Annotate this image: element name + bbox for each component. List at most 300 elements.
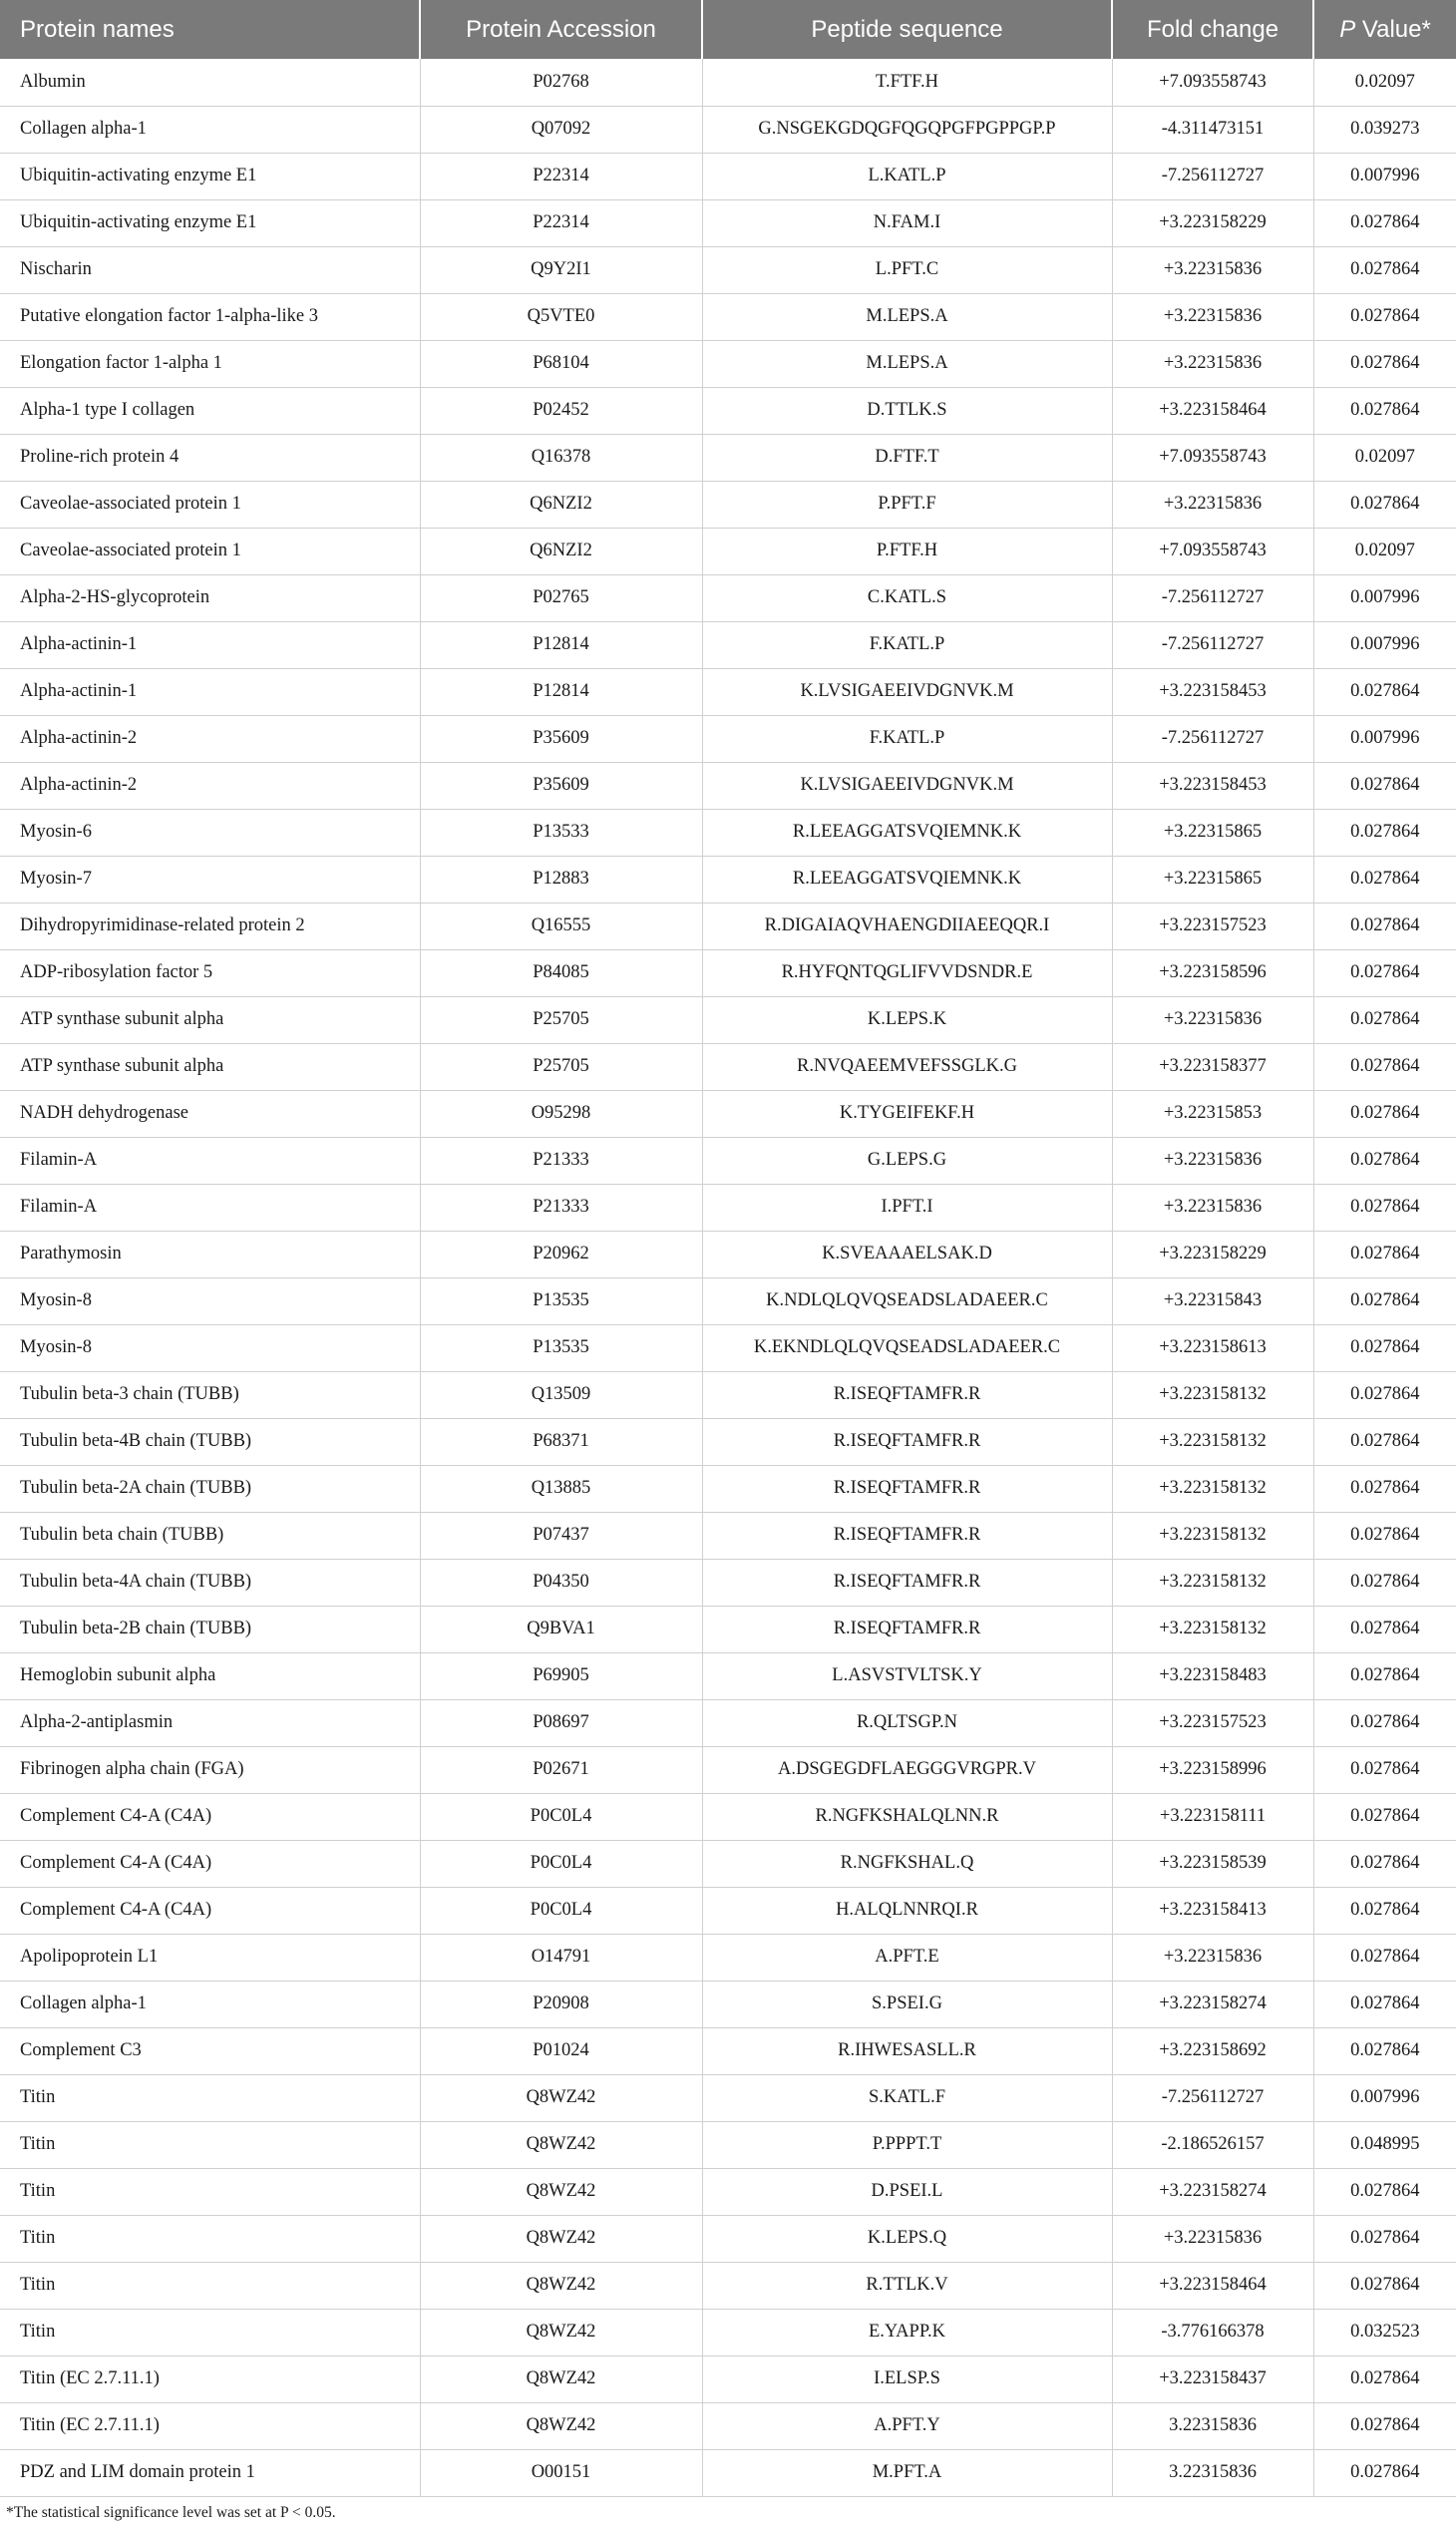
table-row — [0, 1371, 1456, 1418]
fold-change-cell: +3.22315836 — [1112, 1934, 1313, 1981]
p-value-cell: 0.02097 — [1313, 528, 1456, 574]
protein-name-cell: Complement C4-A (C4A) — [0, 1840, 420, 1887]
peptide-sequence-cell: R.ISEQFTAMFR.R — [702, 1418, 1112, 1465]
fold-change-cell: +3.223157523 — [1112, 1699, 1313, 1746]
accession-cell: P84085 — [420, 949, 702, 996]
fold-change-cell: +3.22315836 — [1112, 481, 1313, 528]
protein-name-cell: Alpha-1 type I collagen — [0, 387, 420, 434]
table-footnote: *The statistical significance level was set at P < 0.05. — [6, 2504, 336, 2521]
accession-cell: P21333 — [420, 1137, 702, 1184]
protein-name-cell: PDZ and LIM domain protein 1 — [0, 2449, 420, 2496]
p-value-cell: 0.027864 — [1313, 1184, 1456, 1231]
protein-name-cell: Titin — [0, 2215, 420, 2262]
p-value-cell: 0.048995 — [1313, 2121, 1456, 2168]
protein-name-cell: Tubulin beta-4A chain (TUBB) — [0, 1559, 420, 1606]
peptide-sequence-cell: F.KATL.P — [702, 621, 1112, 668]
table-row — [0, 1699, 1456, 1746]
accession-cell: P35609 — [420, 715, 702, 762]
table-row — [0, 1512, 1456, 1559]
fold-change-cell: +3.22315836 — [1112, 2215, 1313, 2262]
fold-change-cell: +3.22315865 — [1112, 856, 1313, 903]
header-p-value-italic: P — [1339, 15, 1356, 43]
protein-name-cell: Caveolae-associated protein 1 — [0, 481, 420, 528]
fold-change-cell: -3.776166378 — [1112, 2309, 1313, 2355]
accession-cell: Q8WZ42 — [420, 2355, 702, 2402]
fold-change-cell: -7.256112727 — [1112, 574, 1313, 621]
fold-change-cell: +3.223158613 — [1112, 1324, 1313, 1371]
peptide-sequence-cell: R.IHWESASLL.R — [702, 2027, 1112, 2074]
protein-name-cell: Myosin-8 — [0, 1277, 420, 1324]
fold-change-cell: +3.223158453 — [1112, 668, 1313, 715]
peptide-sequence-cell: P.PPPT.T — [702, 2121, 1112, 2168]
p-value-cell: 0.007996 — [1313, 574, 1456, 621]
accession-cell: Q8WZ42 — [420, 2168, 702, 2215]
table-row — [0, 903, 1456, 949]
fold-change-cell: +3.223158229 — [1112, 1231, 1313, 1277]
accession-cell: P68104 — [420, 340, 702, 387]
p-value-cell: 0.027864 — [1313, 246, 1456, 293]
fold-change-cell: +3.223158132 — [1112, 1512, 1313, 1559]
peptide-sequence-cell: R.ISEQFTAMFR.R — [702, 1371, 1112, 1418]
protein-name-cell: Alpha-actinin-2 — [0, 715, 420, 762]
table-row — [0, 2215, 1456, 2262]
protein-name-cell: Ubiquitin-activating enzyme E1 — [0, 199, 420, 246]
protein-name-cell: Tubulin beta-3 chain (TUBB) — [0, 1371, 420, 1418]
table-row — [0, 2355, 1456, 2402]
peptide-sequence-cell: R.LEEAGGATSVQIEMNK.K — [702, 809, 1112, 856]
p-value-cell: 0.027864 — [1313, 1934, 1456, 1981]
protein-name-cell: NADH dehydrogenase — [0, 1090, 420, 1137]
table-row — [0, 293, 1456, 340]
peptide-sequence-cell: R.QLTSGP.N — [702, 1699, 1112, 1746]
fold-change-cell: +3.223158996 — [1112, 1746, 1313, 1793]
accession-cell: P13535 — [420, 1324, 702, 1371]
accession-cell: P25705 — [420, 996, 702, 1043]
p-value-cell: 0.032523 — [1313, 2309, 1456, 2355]
table-row — [0, 1981, 1456, 2027]
peptide-sequence-cell: G.NSGEKGDQGFQGQPGFPGPPGP.P — [702, 106, 1112, 153]
table-row — [0, 528, 1456, 574]
peptide-sequence-cell: P.FTF.H — [702, 528, 1112, 574]
p-value-cell: 0.02097 — [1313, 434, 1456, 481]
protein-name-cell: Nischarin — [0, 246, 420, 293]
table-row — [0, 1137, 1456, 1184]
protein-name-cell: Ubiquitin-activating enzyme E1 — [0, 153, 420, 199]
protein-name-cell: Titin — [0, 2262, 420, 2309]
table-row — [0, 1184, 1456, 1231]
protein-name-cell: Titin — [0, 2168, 420, 2215]
fold-change-cell: -7.256112727 — [1112, 621, 1313, 668]
table-row — [0, 387, 1456, 434]
table-row — [0, 59, 1456, 106]
table-row — [0, 1090, 1456, 1137]
fold-change-cell: +3.223158274 — [1112, 2168, 1313, 2215]
table-row — [0, 809, 1456, 856]
fold-change-cell: +3.223158132 — [1112, 1418, 1313, 1465]
fold-change-cell: +3.223158132 — [1112, 1371, 1313, 1418]
p-value-cell: 0.027864 — [1313, 481, 1456, 528]
accession-cell: P20908 — [420, 1981, 702, 2027]
accession-cell: P0C0L4 — [420, 1793, 702, 1840]
header-fold-change: Fold change — [1112, 0, 1313, 59]
accession-cell: P04350 — [420, 1559, 702, 1606]
table-row — [0, 1465, 1456, 1512]
table-row — [0, 949, 1456, 996]
fold-change-cell: +7.093558743 — [1112, 59, 1313, 106]
peptide-sequence-cell: L.KATL.P — [702, 153, 1112, 199]
protein-name-cell: Fibrinogen alpha chain (FGA) — [0, 1746, 420, 1793]
p-value-cell: 0.02097 — [1313, 59, 1456, 106]
accession-cell: Q16555 — [420, 903, 702, 949]
protein-name-cell: Myosin-7 — [0, 856, 420, 903]
p-value-cell: 0.027864 — [1313, 2215, 1456, 2262]
p-value-cell: 0.027864 — [1313, 2027, 1456, 2074]
fold-change-cell: +3.223158132 — [1112, 1606, 1313, 1652]
header-peptide-sequence: Peptide sequence — [702, 0, 1112, 59]
table-row — [0, 668, 1456, 715]
peptide-sequence-cell: T.FTF.H — [702, 59, 1112, 106]
accession-cell: Q8WZ42 — [420, 2215, 702, 2262]
accession-cell: P01024 — [420, 2027, 702, 2074]
peptide-sequence-cell: R.NVQAEEMVEFSSGLK.G — [702, 1043, 1112, 1090]
accession-cell: Q16378 — [420, 434, 702, 481]
header-protein-names: Protein names — [0, 0, 420, 59]
protein-name-cell: Alpha-2-antiplasmin — [0, 1699, 420, 1746]
accession-cell: O95298 — [420, 1090, 702, 1137]
p-value-cell: 0.027864 — [1313, 762, 1456, 809]
accession-cell: Q9Y2I1 — [420, 246, 702, 293]
fold-change-cell: +3.22315836 — [1112, 293, 1313, 340]
p-value-cell: 0.027864 — [1313, 2262, 1456, 2309]
p-value-cell: 0.039273 — [1313, 106, 1456, 153]
fold-change-cell: +3.223158453 — [1112, 762, 1313, 809]
p-value-cell: 0.027864 — [1313, 1137, 1456, 1184]
table-row — [0, 856, 1456, 903]
peptide-sequence-cell: S.PSEI.G — [702, 1981, 1112, 2027]
protein-name-cell: Hemoglobin subunit alpha — [0, 1652, 420, 1699]
header-p-value-rest: Value* — [1355, 15, 1431, 43]
accession-cell: P21333 — [420, 1184, 702, 1231]
accession-cell: P22314 — [420, 153, 702, 199]
p-value-cell: 0.007996 — [1313, 621, 1456, 668]
table-row — [0, 1887, 1456, 1934]
protein-name-cell: ATP synthase subunit alpha — [0, 996, 420, 1043]
table-row — [0, 481, 1456, 528]
p-value-cell: 0.027864 — [1313, 1512, 1456, 1559]
peptide-sequence-cell: R.NGFKSHALQLNN.R — [702, 1793, 1112, 1840]
p-value-cell: 0.027864 — [1313, 199, 1456, 246]
peptide-sequence-cell: R.LEEAGGATSVQIEMNK.K — [702, 856, 1112, 903]
p-value-cell: 0.027864 — [1313, 1231, 1456, 1277]
protein-name-cell: Myosin-6 — [0, 809, 420, 856]
peptide-sequence-cell: R.HYFQNTQGLIFVVDSNDR.E — [702, 949, 1112, 996]
p-value-cell: 0.027864 — [1313, 856, 1456, 903]
protein-name-cell: Apolipoprotein L1 — [0, 1934, 420, 1981]
fold-change-cell: +3.223158377 — [1112, 1043, 1313, 1090]
table-row — [0, 153, 1456, 199]
protein-name-cell: Proline-rich protein 4 — [0, 434, 420, 481]
accession-cell: Q8WZ42 — [420, 2074, 702, 2121]
peptide-sequence-cell: P.PFT.F — [702, 481, 1112, 528]
protein-name-cell: ATP synthase subunit alpha — [0, 1043, 420, 1090]
peptide-sequence-cell: K.NDLQLQVQSEADSLADAEER.C — [702, 1277, 1112, 1324]
fold-change-cell: +3.22315836 — [1112, 1137, 1313, 1184]
fold-change-cell: +3.223158437 — [1112, 2355, 1313, 2402]
accession-cell: P12883 — [420, 856, 702, 903]
peptide-sequence-cell: L.PFT.C — [702, 246, 1112, 293]
p-value-cell: 0.027864 — [1313, 387, 1456, 434]
fold-change-cell: +3.223158274 — [1112, 1981, 1313, 2027]
peptide-sequence-cell: K.LEPS.K — [702, 996, 1112, 1043]
table-row — [0, 715, 1456, 762]
peptide-sequence-cell: S.KATL.F — [702, 2074, 1112, 2121]
p-value-cell: 0.027864 — [1313, 1371, 1456, 1418]
p-value-cell: 0.027864 — [1313, 1981, 1456, 2027]
table-row — [0, 996, 1456, 1043]
p-value-cell: 0.027864 — [1313, 2168, 1456, 2215]
p-value-cell: 0.027864 — [1313, 1793, 1456, 1840]
table-row — [0, 340, 1456, 387]
accession-cell: P02765 — [420, 574, 702, 621]
peptide-sequence-cell: K.EKNDLQLQVQSEADSLADAEER.C — [702, 1324, 1112, 1371]
accession-cell: O14791 — [420, 1934, 702, 1981]
accession-cell: P69905 — [420, 1652, 702, 1699]
protein-name-cell: Alpha-actinin-2 — [0, 762, 420, 809]
peptide-sequence-cell: G.LEPS.G — [702, 1137, 1112, 1184]
protein-name-cell: Filamin-A — [0, 1184, 420, 1231]
peptide-sequence-cell: L.ASVSTVLTSK.Y — [702, 1652, 1112, 1699]
table-row — [0, 1043, 1456, 1090]
peptide-sequence-cell: M.PFT.A — [702, 2449, 1112, 2496]
protein-name-cell: Putative elongation factor 1-alpha-like 3 — [0, 293, 420, 340]
table-row — [0, 2309, 1456, 2355]
protein-name-cell: Parathymosin — [0, 1231, 420, 1277]
p-value-cell: 0.027864 — [1313, 1090, 1456, 1137]
accession-cell: P07437 — [420, 1512, 702, 1559]
accession-cell: Q13509 — [420, 1371, 702, 1418]
p-value-cell: 0.027864 — [1313, 2449, 1456, 2496]
protein-name-cell: Complement C4-A (C4A) — [0, 1793, 420, 1840]
accession-cell: P68371 — [420, 1418, 702, 1465]
accession-cell: P0C0L4 — [420, 1840, 702, 1887]
protein-name-cell: Complement C3 — [0, 2027, 420, 2074]
table-row — [0, 762, 1456, 809]
peptide-sequence-cell: E.YAPP.K — [702, 2309, 1112, 2355]
fold-change-cell: +3.223158111 — [1112, 1793, 1313, 1840]
fold-change-cell: -4.311473151 — [1112, 106, 1313, 153]
protein-name-cell: Myosin-8 — [0, 1324, 420, 1371]
table-row — [0, 621, 1456, 668]
p-value-cell: 0.007996 — [1313, 715, 1456, 762]
p-value-cell: 0.027864 — [1313, 340, 1456, 387]
protein-name-cell: Alpha-actinin-1 — [0, 621, 420, 668]
p-value-cell: 0.027864 — [1313, 1699, 1456, 1746]
protein-name-cell: Titin — [0, 2309, 420, 2355]
protein-name-cell: Elongation factor 1-alpha 1 — [0, 340, 420, 387]
header-row — [0, 0, 1456, 59]
accession-cell: P08697 — [420, 1699, 702, 1746]
accession-cell: P02671 — [420, 1746, 702, 1793]
accession-cell: P13535 — [420, 1277, 702, 1324]
p-value-cell: 0.027864 — [1313, 1840, 1456, 1887]
fold-change-cell: +3.22315836 — [1112, 1184, 1313, 1231]
fold-change-cell: +3.223158413 — [1112, 1887, 1313, 1934]
table-header — [0, 0, 1456, 59]
accession-cell: Q8WZ42 — [420, 2121, 702, 2168]
fold-change-cell: +3.22315853 — [1112, 1090, 1313, 1137]
accession-cell: P0C0L4 — [420, 1887, 702, 1934]
peptide-sequence-cell: A.PFT.E — [702, 1934, 1112, 1981]
table-row — [0, 106, 1456, 153]
table-row — [0, 199, 1456, 246]
protein-name-cell: Tubulin beta chain (TUBB) — [0, 1512, 420, 1559]
peptide-sequence-cell: K.LVSIGAEEIVDGNVK.M — [702, 668, 1112, 715]
protein-name-cell: ADP-ribosylation factor 5 — [0, 949, 420, 996]
fold-change-cell: 3.22315836 — [1112, 2449, 1313, 2496]
fold-change-cell: +3.22315836 — [1112, 340, 1313, 387]
header-p-value — [1313, 0, 1456, 59]
p-value-cell: 0.027864 — [1313, 1465, 1456, 1512]
p-value-cell: 0.027864 — [1313, 1324, 1456, 1371]
fold-change-cell: -2.186526157 — [1112, 2121, 1313, 2168]
fold-change-cell: +3.22315836 — [1112, 996, 1313, 1043]
accession-cell: Q07092 — [420, 106, 702, 153]
p-value-cell: 0.027864 — [1313, 1559, 1456, 1606]
peptide-sequence-cell: K.LVSIGAEEIVDGNVK.M — [702, 762, 1112, 809]
peptide-sequence-cell: R.ISEQFTAMFR.R — [702, 1606, 1112, 1652]
p-value-cell: 0.027864 — [1313, 996, 1456, 1043]
fold-change-cell: +7.093558743 — [1112, 528, 1313, 574]
fold-change-cell: +3.22315843 — [1112, 1277, 1313, 1324]
table-row — [0, 2074, 1456, 2121]
peptide-sequence-cell: D.TTLK.S — [702, 387, 1112, 434]
table-row — [0, 246, 1456, 293]
table-row — [0, 2449, 1456, 2496]
fold-change-cell: -7.256112727 — [1112, 2074, 1313, 2121]
fold-change-cell: +3.223158132 — [1112, 1559, 1313, 1606]
accession-cell: P12814 — [420, 668, 702, 715]
protein-name-cell: Tubulin beta-2B chain (TUBB) — [0, 1606, 420, 1652]
peptide-sequence-cell: R.ISEQFTAMFR.R — [702, 1465, 1112, 1512]
protein-name-cell: Filamin-A — [0, 1137, 420, 1184]
peptide-sequence-cell: R.NGFKSHAL.Q — [702, 1840, 1112, 1887]
accession-cell: P20962 — [420, 1231, 702, 1277]
peptide-sequence-cell: D.PSEI.L — [702, 2168, 1112, 2215]
accession-cell: Q6NZI2 — [420, 528, 702, 574]
protein-name-cell: Titin — [0, 2074, 420, 2121]
fold-change-cell: +3.223158464 — [1112, 2262, 1313, 2309]
fold-change-cell: +3.223158539 — [1112, 1840, 1313, 1887]
fold-change-cell: +3.223158464 — [1112, 387, 1313, 434]
fold-change-cell: +3.223158132 — [1112, 1465, 1313, 1512]
peptide-sequence-cell: I.PFT.I — [702, 1184, 1112, 1231]
accession-cell: P35609 — [420, 762, 702, 809]
fold-change-cell: +3.223158483 — [1112, 1652, 1313, 1699]
p-value-cell: 0.027864 — [1313, 949, 1456, 996]
table-row — [0, 1652, 1456, 1699]
table-row — [0, 1793, 1456, 1840]
peptide-sequence-cell: I.ELSP.S — [702, 2355, 1112, 2402]
table-row — [0, 1934, 1456, 1981]
peptide-sequence-cell: H.ALQLNNRQI.R — [702, 1887, 1112, 1934]
accession-cell: P02452 — [420, 387, 702, 434]
accession-cell: P02768 — [420, 59, 702, 106]
protein-name-cell: Alpha-2-HS-glycoprotein — [0, 574, 420, 621]
table-row — [0, 1324, 1456, 1371]
peptide-sequence-cell: R.DIGAIAQVHAENGDIIAEEQQR.I — [702, 903, 1112, 949]
accession-cell: Q8WZ42 — [420, 2402, 702, 2449]
accession-cell: P25705 — [420, 1043, 702, 1090]
p-value-cell: 0.027864 — [1313, 2402, 1456, 2449]
peptide-sequence-cell: F.KATL.P — [702, 715, 1112, 762]
peptide-sequence-cell: A.PFT.Y — [702, 2402, 1112, 2449]
table-row — [0, 1231, 1456, 1277]
fold-change-cell: 3.22315836 — [1112, 2402, 1313, 2449]
p-value-cell: 0.027864 — [1313, 2355, 1456, 2402]
accession-cell: P12814 — [420, 621, 702, 668]
peptide-sequence-cell: K.SVEAAAELSAK.D — [702, 1231, 1112, 1277]
table-row — [0, 434, 1456, 481]
table-row — [0, 1840, 1456, 1887]
peptide-sequence-cell: R.TTLK.V — [702, 2262, 1112, 2309]
accession-cell: O00151 — [420, 2449, 702, 2496]
p-value-cell: 0.027864 — [1313, 668, 1456, 715]
p-value-cell: 0.027864 — [1313, 1606, 1456, 1652]
table-row — [0, 1277, 1456, 1324]
fold-change-cell: +3.223158596 — [1112, 949, 1313, 996]
fold-change-cell: -7.256112727 — [1112, 715, 1313, 762]
accession-cell: Q8WZ42 — [420, 2309, 702, 2355]
table-row — [0, 1606, 1456, 1652]
p-value-cell: 0.027864 — [1313, 1652, 1456, 1699]
fold-change-cell: +3.22315836 — [1112, 246, 1313, 293]
p-value-cell: 0.027864 — [1313, 809, 1456, 856]
protein-name-cell: Collagen alpha-1 — [0, 1981, 420, 2027]
protein-name-cell: Caveolae-associated protein 1 — [0, 528, 420, 574]
accession-cell: P13533 — [420, 809, 702, 856]
fold-change-cell: -7.256112727 — [1112, 153, 1313, 199]
peptide-sequence-cell: K.LEPS.Q — [702, 2215, 1112, 2262]
table-row — [0, 1746, 1456, 1793]
table-body — [0, 59, 1456, 2496]
table-row — [0, 2262, 1456, 2309]
peptide-sequence-cell: N.FAM.I — [702, 199, 1112, 246]
header-protein-accession: Protein Accession — [420, 0, 702, 59]
protein-name-cell: Titin (EC 2.7.11.1) — [0, 2402, 420, 2449]
peptide-sequence-cell: R.ISEQFTAMFR.R — [702, 1559, 1112, 1606]
table-row — [0, 574, 1456, 621]
p-value-cell: 0.027864 — [1313, 1277, 1456, 1324]
peptide-sequence-cell: R.ISEQFTAMFR.R — [702, 1512, 1112, 1559]
table-row — [0, 1418, 1456, 1465]
peptide-sequence-cell: M.LEPS.A — [702, 340, 1112, 387]
accession-cell: Q8WZ42 — [420, 2262, 702, 2309]
p-value-cell: 0.007996 — [1313, 153, 1456, 199]
protein-name-cell: Titin — [0, 2121, 420, 2168]
peptide-sequence-cell: D.FTF.T — [702, 434, 1112, 481]
protein-name-cell: Collagen alpha-1 — [0, 106, 420, 153]
p-value-cell: 0.007996 — [1313, 2074, 1456, 2121]
table-row — [0, 2168, 1456, 2215]
protein-name-cell: Complement C4-A (C4A) — [0, 1887, 420, 1934]
protein-name-cell: Albumin — [0, 59, 420, 106]
peptide-sequence-cell: A.DSGEGDFLAEGGGVRGPR.V — [702, 1746, 1112, 1793]
accession-cell: Q5VTE0 — [420, 293, 702, 340]
p-value-cell: 0.027864 — [1313, 1887, 1456, 1934]
p-value-cell: 0.027864 — [1313, 903, 1456, 949]
p-value-cell: 0.027864 — [1313, 1418, 1456, 1465]
fold-change-cell: +3.223158229 — [1112, 199, 1313, 246]
